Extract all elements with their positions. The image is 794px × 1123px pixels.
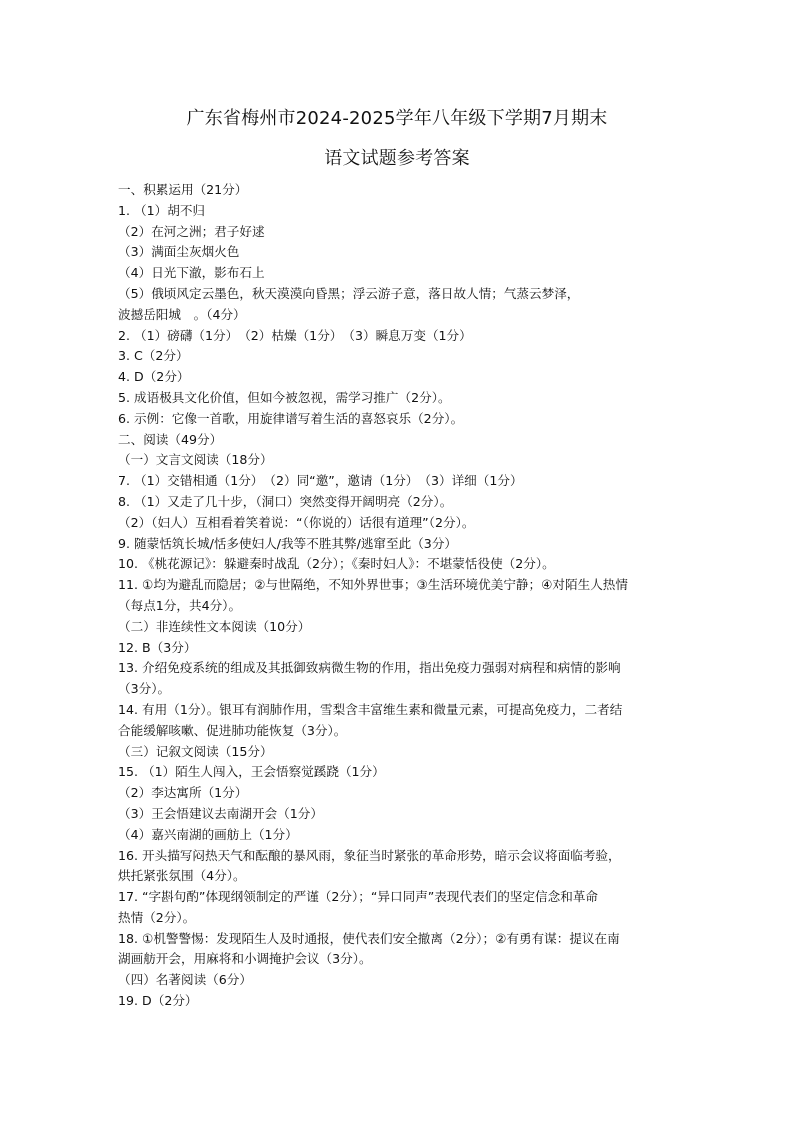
answer-line: 8. （1）又走了几十步，（洞口）突然变得开阔明亮（2分）。 [118, 493, 453, 509]
answer-line: 合能缓解咳嗽、促进肺功能恢复（3分）。 [118, 722, 347, 738]
answer-line: 12. B（3分） [118, 639, 197, 655]
answer-line: （4）日光下澈，影布石上 [118, 265, 265, 281]
answer-line: （3）满面尘灰烟火色 [118, 244, 240, 260]
subsection-heading-classics: （四）名著阅读（6分） [118, 972, 252, 988]
answer-line: 9. 随蒙恬筑长城/恬多使妇人/我等不胜其弊/逃窜至此（3分） [118, 535, 458, 551]
answer-line: 波撼岳阳城 。（4分） [118, 306, 246, 322]
answer-line: 湖画舫开会，用麻将和小调掩护会议（3分）。 [118, 951, 372, 967]
answer-line: 4. D（2分） [118, 369, 190, 385]
answer-line: 3. C（2分） [118, 348, 189, 364]
subsection-heading-nonlinear: （二）非连续性文本阅读（10分） [118, 618, 311, 634]
section-heading-accumulation: 一、积累运用（21分） [118, 182, 248, 197]
answer-line: （5）俄顷风定云墨色，秋天漠漠向昏黑；浮云游子意，落日故人情；气蒸云梦泽， [118, 285, 580, 301]
answer-line: 5. 成语极具文化价值，但如今被忽视，需学习推广（2分）。 [118, 389, 451, 405]
answer-body [118, 180, 688, 1012]
answer-line: 13. 介绍免疫系统的组成及其抵御致病微生物的作用，指出免疫力强弱对病程和病情的影响 [118, 660, 621, 676]
answer-line: （3）王会悟建议去南湖开会（1分） [118, 805, 323, 821]
answer-line: 16. 开头描写闷热天气和酝酿的暴风雨，象征当时紧张的革命形势，暗示会议将面临考验， [118, 847, 621, 863]
subsection-heading-narrative: （三）记叙文阅读（15分） [118, 743, 273, 759]
answer-line: 1. （1）胡不归 [118, 202, 206, 218]
answer-line: （2）李达寓所（1分） [118, 785, 248, 801]
answer-line: 10. 《桃花源记》：躲避秦时战乱（2分）；《秦时妇人》：不堪蒙恬役使（2分）。 [118, 556, 555, 572]
answer-line: 6. 示例：它像一首歌，用旋律谱写着生活的喜怒哀乐（2分）。 [118, 410, 464, 426]
answer-line: 11. ①均为避乱而隐居；②与世隔绝，不知外界世事；③生活环境优美宁静；④对陌生人热情 [118, 577, 628, 593]
answer-line: 15. （1）陌生人闯入，王会悟察觉蹊跷（1分） [118, 764, 385, 780]
answer-line: （2）（妇人）互相看着笑着说：“（你说的）话很有道理”（2分）。 [118, 514, 475, 530]
section-heading-reading: 二、阅读（49分） [118, 431, 223, 447]
answer-line: （2）在河之洲；君子好逑 [118, 223, 265, 239]
answer-line: 2. （1）磅礴（1分） （2）枯燥（1分） （3）瞬息万变（1分） [118, 327, 472, 343]
answer-line: 19. D（2分） [118, 993, 198, 1009]
answer-line: 18. ①机警警惕：发现陌生人及时通报，使代表们安全撤离（2分）；②有勇有谋：提议在南 [118, 930, 620, 946]
answer-line: 7. （1）交错相通（1分） （2）同“邀”，邀请（1分） （3）详细（1分） [118, 473, 523, 489]
answer-line: 17. “字斟句酌”体现纲领制定的严谨（2分）；“异口同声”表现代表们的坚定信念和革命 [118, 889, 599, 905]
document-subtitle: 语文试题参考答案 [324, 148, 470, 169]
answer-line: 14. 有用（1分）。银耳有润肺作用，雪梨含丰富维生素和微量元素，可提高免疫力，二者结 [118, 701, 623, 717]
answer-line: （每点1分，共4分）。 [118, 597, 242, 613]
subsection-heading-classical: （一）文言文阅读（18分） [118, 452, 273, 468]
answer-line: 热情（2分）。 [118, 909, 196, 925]
document-title: 广东省梅州市2024-2025学年八年级下学期7月期末 [186, 108, 608, 129]
answer-line: 烘托紧张氛围（4分）。 [118, 868, 246, 884]
answer-line: （3分）。 [118, 681, 171, 697]
answer-line: （4）嘉兴南湖的画舫上（1分） [118, 826, 298, 842]
